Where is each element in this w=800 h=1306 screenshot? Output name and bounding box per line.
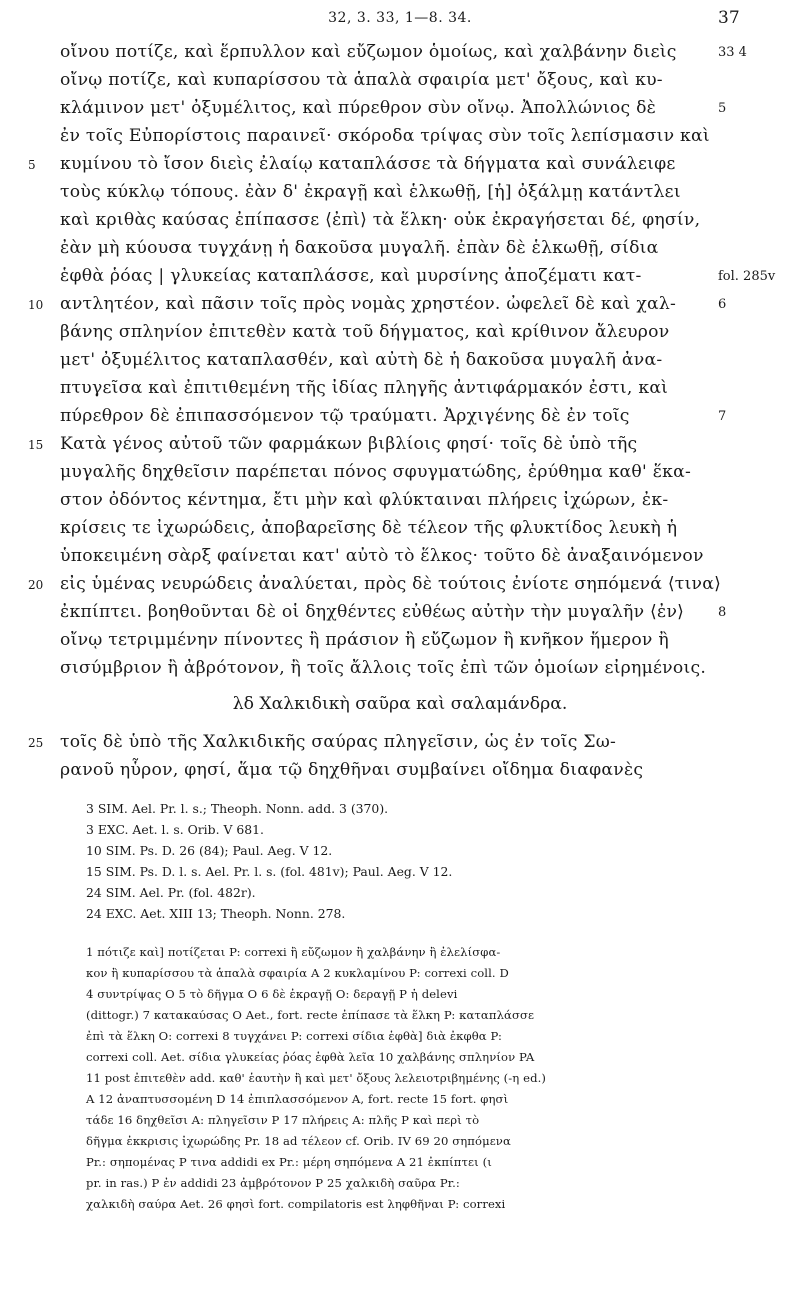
page-number: 37 [718, 8, 740, 28]
margin-reference: 7 [718, 409, 727, 424]
source-line: 24 SIM. Ael. Pr. (fol. 482r). [86, 885, 256, 900]
source-line: 10 SIM. Ps. D. 26 (84); Paul. Aeg. V 12. [86, 843, 333, 858]
text-line: κρίσεις τε ἰχωρώδεις, ἀποβαρεῖσης δὲ τέλεον τῆς φλυκτίδος λευκὴ ἡ [60, 518, 678, 538]
text-line: ὑποκειμένη σὰρξ φαίνεται κατ' αὐτὸ τὸ ἕλκος· τοῦτο δὲ ἀναξαινόμενον [60, 546, 704, 566]
margin-reference: 6 [718, 297, 727, 312]
text-line: τοῖς δὲ ὑπὸ τῆς Χαλκιδικῆς σαύρας πληγεῖσιν, ὡς ἐν τοῖς Σω- [60, 732, 617, 752]
text-line: οἴνῳ ποτίζε, καὶ κυπαρίσσου τὰ ἁπαλὰ σφαιρία μετ' ὄξους, καὶ κυ- [60, 70, 663, 90]
text-line: μυγαλῆς δηχθεῖσιν παρέπεται πόνος σφυγματώδης, ἐρύθημα καθ' ἕκα- [60, 462, 692, 482]
margin-reference: 8 [718, 605, 727, 620]
text-line: ἐκπίπτει. βοηθοῦνται δὲ οἱ δηχθέντες εὐθέως αὐτὴν τὴν μυγαλῆν ⟨ἐν⟩ [60, 602, 685, 622]
line-number: 20 [28, 578, 44, 592]
text-line: σισύμβριον ἢ ἀβρότονον, ἢ τοῖς ἄλλοις τοῖς ἐπὶ τῶν ὁμοίων εἰρημένοις. [60, 658, 707, 678]
line-number: 5 [28, 158, 36, 172]
text-line: κλάμινον μετ' ὀξυμέλιτος, καὶ πύρεθρον σὺν οἴνῳ. Ἀπολλώνιος δὲ [60, 98, 657, 118]
source-line: 15 SIM. Ps. D. l. s. Ael. Pr. l. s. (fol. 481v); Paul. Aeg. V 12. [86, 864, 453, 879]
source-line: 3 EXC. Aet. l. s. Orib. V 681. [86, 822, 264, 837]
apparatus-line: A 12 ἀναπτυσσομένη D 14 ἐπιπλασσόμενον A, fort. recte 15 fort. φησὶ [86, 1092, 509, 1106]
line-number: 15 [28, 438, 44, 452]
apparatus-line: 11 post ἐπιτεθὲν add. καθ' ἑαυτὴν ἢ καὶ μετ' ὄξους λελειοτριβημένης (-η ed.) [86, 1071, 546, 1085]
text-line: ἑφθὰ ῥόας | γλυκείας καταπλάσσε, καὶ μυρσίνης ἀποζέματι κατ- [60, 266, 642, 286]
text-line: στον ὀδόντος κέντημα, ἔτι μὴν καὶ φλύκταιναι πλήρεις ἰχώρων, ἐκ- [60, 490, 669, 510]
apparatus-line: ἐπὶ τὰ ἕλκη O: correxi 8 τυγχάνει P: correxi σίδια ἑφθὰ] διὰ ἐκφθα P: [86, 1029, 502, 1043]
apparatus-line: 4 συντρίψας O 5 τὸ δῆγμα O 6 δὲ ἐκραγῇ O: δεραγῇ P ἡ delevi [86, 987, 458, 1001]
margin-reference: 33 4 [718, 45, 747, 60]
text-line: τοὺς κύκλῳ τόπους. ἐὰν δ' ἐκραγῇ καὶ ἑλκωθῇ, [ἡ] ὀξάλμῃ κατάντλει [60, 182, 681, 202]
source-line: 3 SIM. Ael. Pr. l. s.; Theoph. Nonn. add. 3 (370). [86, 801, 389, 816]
apparatus-line: κον ἢ κυπαρίσσου τὰ ἁπαλὰ σφαιρία A 2 κυκλαμίνου P: correxi coll. D [86, 966, 509, 980]
text-line: Κατὰ γένος αὐτοῦ τῶν φαρμάκων βιβλίοις φησί· τοῖς δὲ ὑπὸ τῆς [60, 434, 638, 454]
margin-reference: 5 [718, 101, 727, 116]
text-line: βάνης σπληνίον ἐπιτεθὲν κατὰ τοῦ δήγματος, καὶ κρίθινον ἄλευρον [60, 322, 670, 342]
apparatus-line: 1 πότιζε καὶ] ποτίζεται P: correxi ἢ εὔζωμον ἢ χαλβάνην ἢ ἐλελίσφα- [86, 945, 501, 959]
text-line: εἰς ὑμένας νευρώδεις ἀναλύεται, πρὸς δὲ τούτοις ἐνίοτε σηπόμενά ⟨τινα⟩ [60, 574, 722, 594]
apparatus-line: correxi coll. Aet. σίδια γλυκείας ῥόας ἑφθὰ λεῖα 10 χαλβάνης σπληνίον PA [86, 1050, 535, 1064]
apparatus-line: (dittogr.) 7 κατακαύσας O Aet., fort. recte ἐπίπασε τὰ ἕλκη P: καταπλάσσε [86, 1008, 535, 1022]
folio-reference: fol. 285v [718, 269, 776, 284]
line-number: 25 [28, 736, 44, 750]
text-line: οἴνου ποτίζε, καὶ ἕρπυλλον καὶ εὔζωμον ὁμοίως, καὶ χαλβάνην διεὶς [60, 42, 677, 62]
text-line: μετ' ὀξυμέλιτος καταπλασθέν, καὶ αὐτὴ δὲ ἡ δακοῦσα μυγαλῆ ἀνα- [60, 350, 663, 370]
text-line: καὶ κριθὰς καύσας ἐπίπασσε ⟨ἐπὶ⟩ τὰ ἕλκη· οὐκ ἐκραγήσεται δέ, φησίν, [60, 210, 701, 230]
source-line: 24 EXC. Aet. XIII 13; Theoph. Nonn. 278. [86, 906, 346, 921]
section-heading: λδ Χαλκιδικὴ σαῦρα καὶ σαλαμάνδρα. [232, 694, 568, 714]
apparatus-line: pr. in ras.) P ἐν addidi 23 ἀμβρότονον P 25 χαλκιδὴ σαῦρα Pr.: [86, 1176, 460, 1190]
text-line: κυμίνου τὸ ἴσον διεὶς ἐλαίῳ καταπλάσσε τὰ δήγματα καὶ συνάλειφε [60, 154, 676, 174]
text-line: ἐὰν μὴ κύουσα τυγχάνῃ ἡ δακοῦσα μυγαλῆ. ἐπὰν δὲ ἑλκωθῇ, σίδια [60, 238, 659, 258]
text-line: ἐν τοῖς Εὐπορίστοις παραινεῖ· σκόροδα τρίψας σὺν τοῖς λεπίσμασιν καὶ [60, 126, 710, 146]
text-line: αντλητέον, καὶ πᾶσιν τοῖς πρὸς νομὰς χρηστέον. ὠφελεῖ δὲ καὶ χαλ- [60, 294, 677, 314]
line-number: 10 [28, 298, 44, 312]
text-line: πύρεθρον δὲ ἐπιπασσόμενον τῷ τραύματι. Ἀρχιγένης δὲ ἐν τοῖς [60, 406, 630, 426]
text-line: οἴνῳ τετριμμένην πίνοντες ἢ πράσιον ἢ εὔζωμον ἢ κνῆκον ἥμερον ἢ [60, 630, 669, 650]
running-header-location: 32, 3. 33, 1—8. 34. [328, 10, 472, 26]
apparatus-line: τάδε 16 δηχθεῖσι A: πληγεῖσιν P 17 πλήρεις A: πλῆς P καὶ περὶ τὸ [86, 1113, 480, 1127]
text-line: ρανοῦ ηὗρον, φησί, ἅμα τῷ δηχθῆναι συμβαίνει οἴδημα διαφανὲς [60, 760, 644, 780]
apparatus-line: Pr.: σηπομένας P τινα addidi ex Pr.: μέρη σηπόμενα A 21 ἐκπίπτει (ι [86, 1155, 492, 1169]
apparatus-line: χαλκιδὴ σαύρα Aet. 26 φησὶ fort. compilatoris est ληφθῆναι P: correxi [86, 1197, 506, 1211]
apparatus-line: δῆγμα ἐκκρισις ἰχωρώδης Pr. 18 ad τέλεον cf. Orib. IV 69 20 σηπόμενα [86, 1134, 511, 1148]
text-line: πτυγεῖσα καὶ ἐπιτιθεμένη τῆς ἰδίας πληγῆς ἀντιφάρμακόν ἐστι, καὶ [60, 378, 669, 398]
